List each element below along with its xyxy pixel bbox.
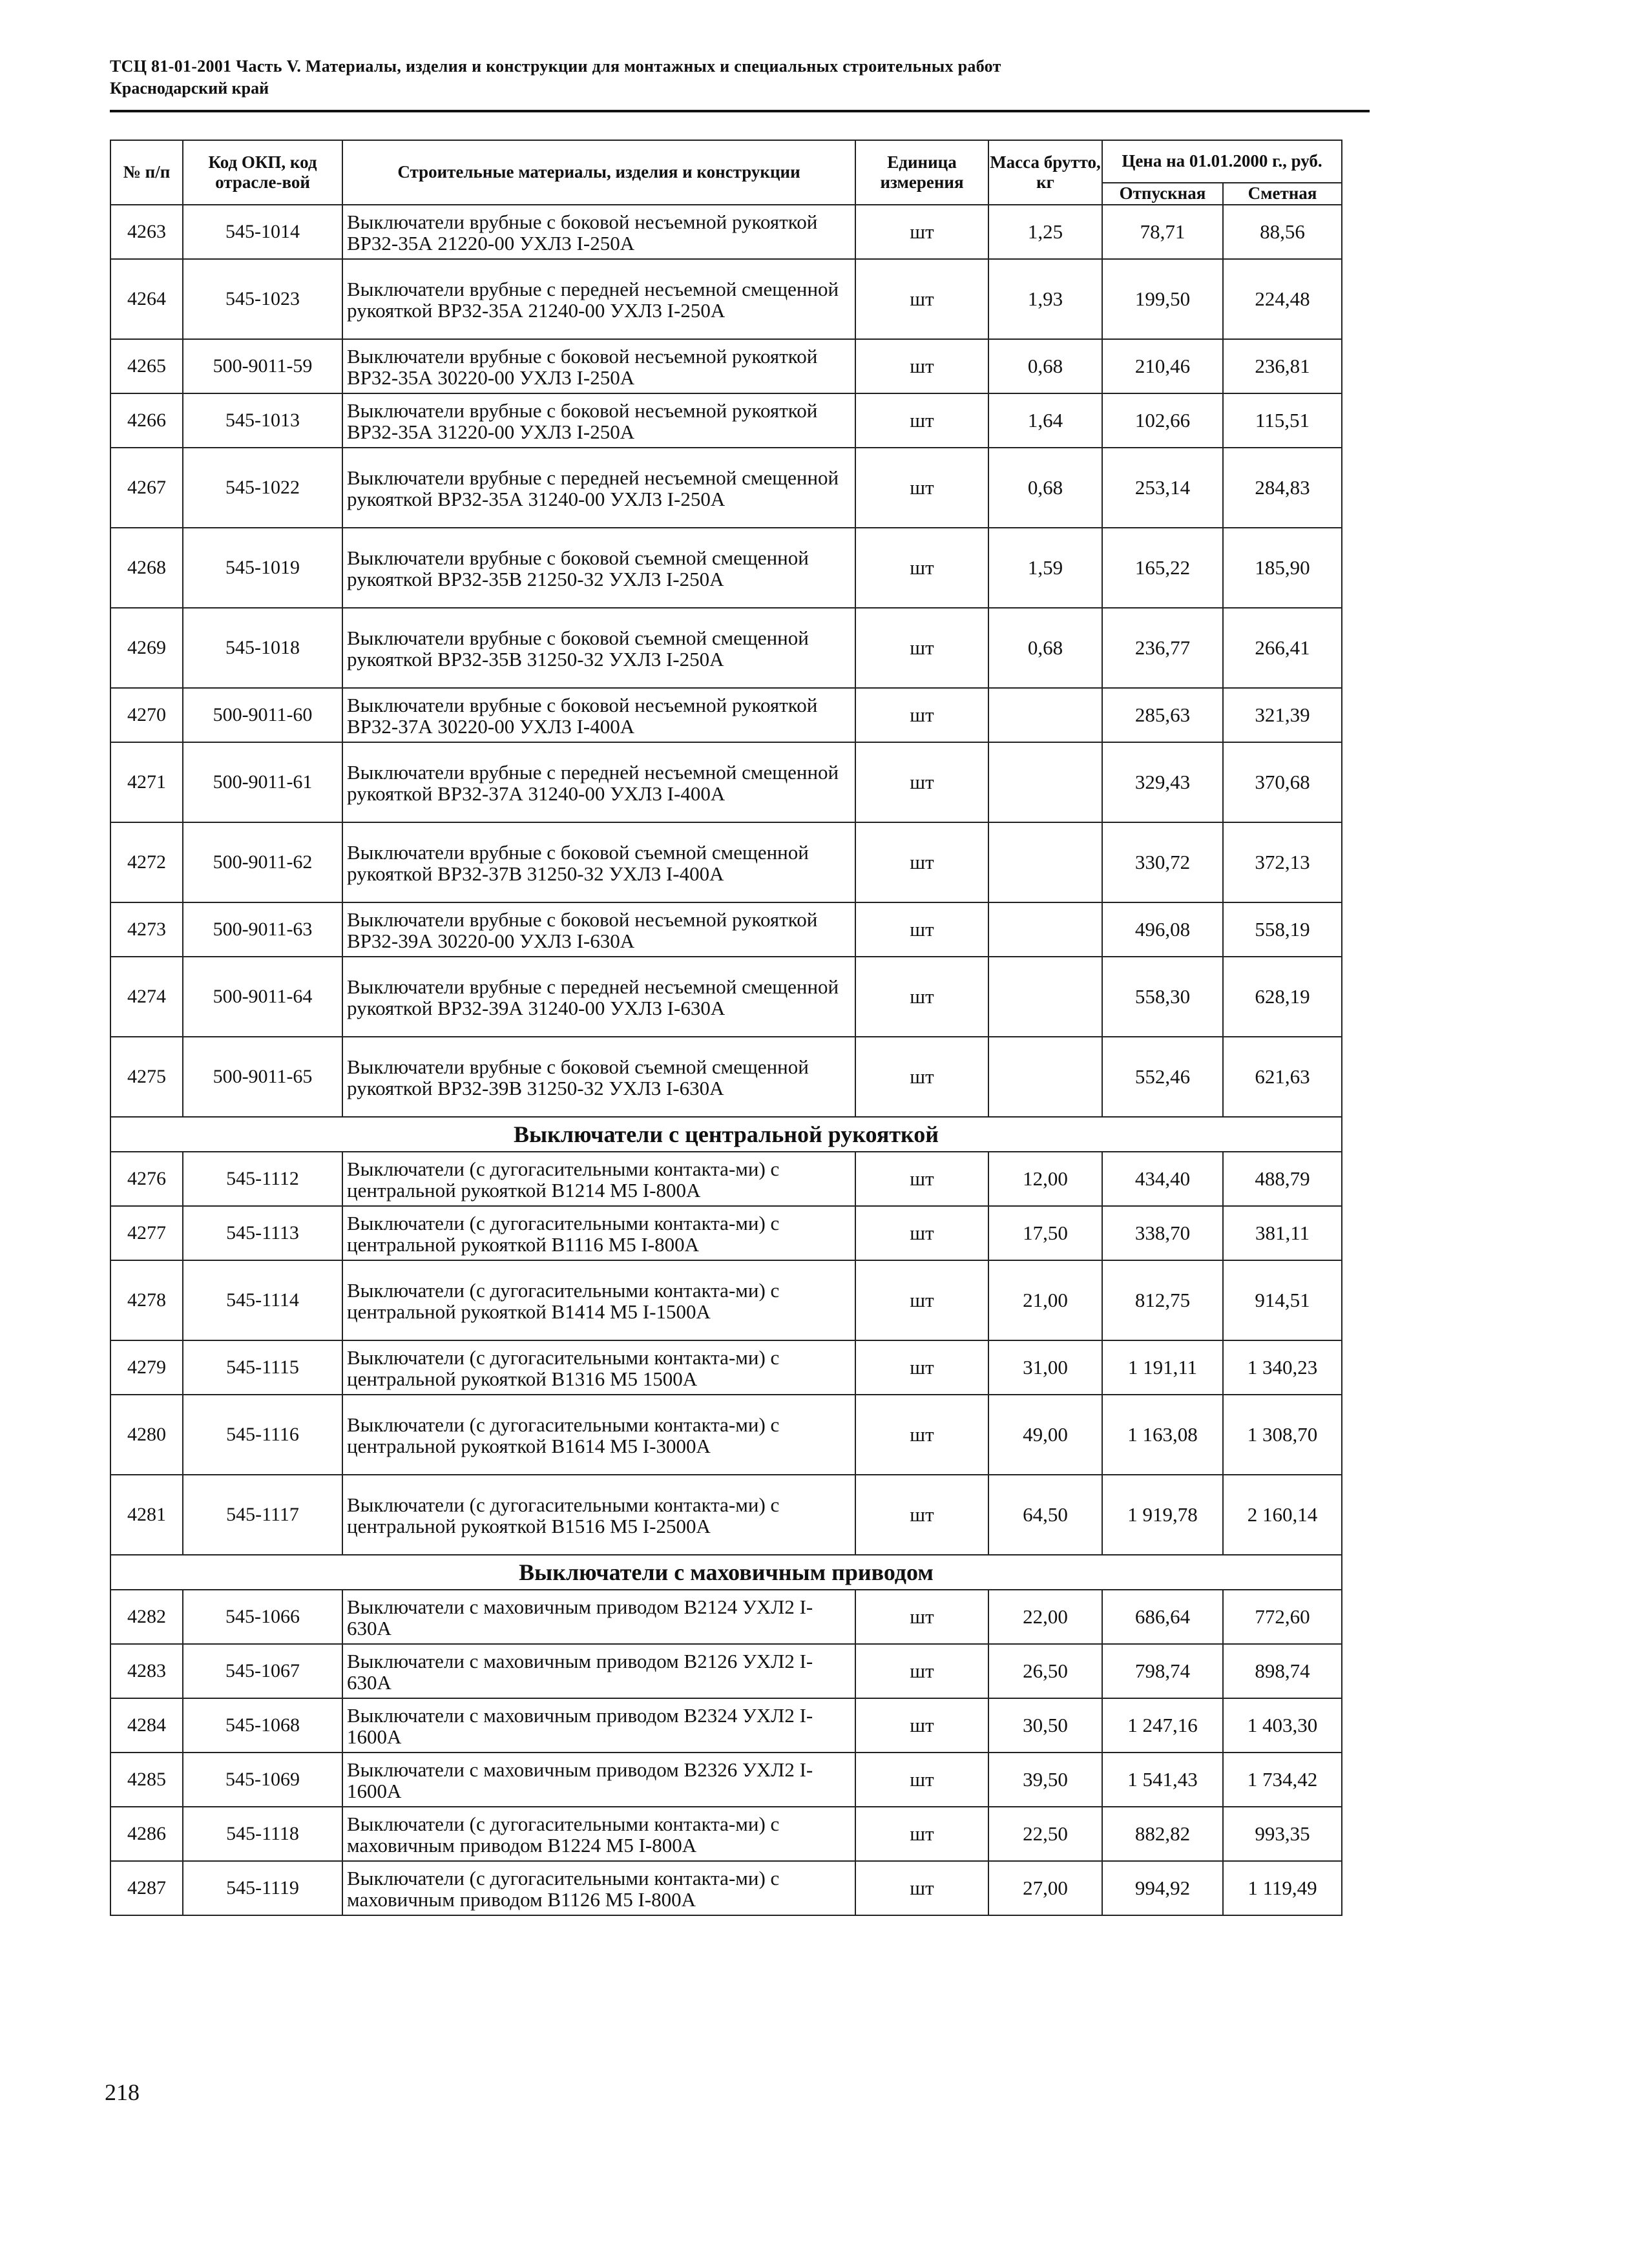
price-estimate: 628,19	[1223, 957, 1342, 1037]
row-number: 4278	[110, 1260, 183, 1340]
row-number: 4285	[110, 1753, 183, 1807]
table-row	[110, 1753, 1342, 1807]
unit: шт	[855, 957, 988, 1037]
price-release: 78,71	[1102, 205, 1223, 259]
price-estimate: 372,13	[1223, 822, 1342, 902]
gross-mass: 39,50	[988, 1753, 1102, 1807]
material-name: Выключатели врубные с передней несъемной смещенной рукояткой ВР32-35А 21240-00 УХЛ3 I-250А	[342, 259, 855, 339]
table-row	[110, 259, 1342, 339]
row-number: 4279	[110, 1340, 183, 1395]
row-number: 4276	[110, 1152, 183, 1206]
price-release: 253,14	[1102, 448, 1223, 528]
price-table	[110, 140, 1342, 1916]
price-estimate: 115,51	[1223, 393, 1342, 448]
price-release: 330,72	[1102, 822, 1223, 902]
table-row	[110, 1590, 1342, 1644]
price-release: 686,64	[1102, 1590, 1223, 1644]
unit: шт	[855, 528, 988, 608]
unit: шт	[855, 1152, 988, 1206]
table-row	[110, 339, 1342, 393]
price-release: 199,50	[1102, 259, 1223, 339]
table-row	[110, 688, 1342, 742]
price-release: 329,43	[1102, 742, 1223, 822]
price-estimate: 2 160,14	[1223, 1475, 1342, 1555]
okp-code: 545-1022	[183, 448, 342, 528]
okp-code: 545-1014	[183, 205, 342, 259]
unit: шт	[855, 1475, 988, 1555]
okp-code: 545-1117	[183, 1475, 342, 1555]
header-region: Краснодарский край	[110, 79, 269, 98]
unit: шт	[855, 1260, 988, 1340]
price-release: 338,70	[1102, 1206, 1223, 1260]
okp-code: 500-9011-63	[183, 902, 342, 957]
unit: шт	[855, 393, 988, 448]
col-header-price-release: Отпускная	[1102, 183, 1223, 205]
price-estimate: 1 308,70	[1223, 1395, 1342, 1475]
row-number: 4281	[110, 1475, 183, 1555]
col-header-num: № п/п	[110, 140, 183, 205]
gross-mass: 22,00	[988, 1590, 1102, 1644]
unit: шт	[855, 1807, 988, 1861]
table-row	[110, 1698, 1342, 1753]
gross-mass: 1,93	[988, 259, 1102, 339]
price-estimate: 772,60	[1223, 1590, 1342, 1644]
price-estimate: 1 340,23	[1223, 1340, 1342, 1395]
okp-code: 545-1068	[183, 1698, 342, 1753]
okp-code: 545-1115	[183, 1340, 342, 1395]
row-number: 4268	[110, 528, 183, 608]
price-estimate: 1 403,30	[1223, 1698, 1342, 1753]
okp-code: 545-1066	[183, 1590, 342, 1644]
col-header-name: Строительные материалы, изделия и конструкции	[342, 140, 855, 205]
okp-code: 500-9011-65	[183, 1037, 342, 1117]
okp-code: 545-1114	[183, 1260, 342, 1340]
price-estimate: 370,68	[1223, 742, 1342, 822]
price-release: 434,40	[1102, 1152, 1223, 1206]
okp-code: 500-9011-60	[183, 688, 342, 742]
okp-code: 545-1019	[183, 528, 342, 608]
gross-mass	[988, 902, 1102, 957]
page-number: 218	[105, 2079, 140, 2105]
table-row	[110, 822, 1342, 902]
row-number: 4287	[110, 1861, 183, 1915]
price-release: 496,08	[1102, 902, 1223, 957]
price-release: 552,46	[1102, 1037, 1223, 1117]
gross-mass	[988, 822, 1102, 902]
section-title-central-handle: Выключатели с центральной рукояткой	[110, 1117, 1342, 1152]
gross-mass: 0,68	[988, 608, 1102, 688]
table-row	[110, 393, 1342, 448]
gross-mass: 26,50	[988, 1644, 1102, 1698]
unit: шт	[855, 1861, 988, 1915]
row-number: 4271	[110, 742, 183, 822]
col-header-code: Код ОКП, код отрасле-вой	[183, 140, 342, 205]
row-number: 4269	[110, 608, 183, 688]
price-release: 285,63	[1102, 688, 1223, 742]
gross-mass	[988, 1037, 1102, 1117]
table-row	[110, 608, 1342, 688]
price-estimate: 488,79	[1223, 1152, 1342, 1206]
gross-mass: 1,59	[988, 528, 1102, 608]
row-number: 4280	[110, 1395, 183, 1475]
okp-code: 545-1118	[183, 1807, 342, 1861]
col-header-price: Цена на 01.01.2000 г., руб.	[1102, 140, 1342, 183]
material-name: Выключатели (с дугогасительными контакта-ми) с центральной рукояткой В1316 М5 1500А	[342, 1340, 855, 1395]
row-number: 4272	[110, 822, 183, 902]
row-number: 4273	[110, 902, 183, 957]
gross-mass: 0,68	[988, 448, 1102, 528]
price-release: 165,22	[1102, 528, 1223, 608]
header-rule	[110, 110, 1370, 112]
row-number: 4282	[110, 1590, 183, 1644]
price-estimate: 381,11	[1223, 1206, 1342, 1260]
material-name: Выключатели (с дугогасительными контакта-ми) с центральной рукояткой В1516 М5 I-2500А	[342, 1475, 855, 1555]
material-name: Выключатели врубные с боковой несъемной рукояткой ВР32-35А 21220-00 УХЛ3 I-250А	[342, 205, 855, 259]
material-name: Выключатели врубные с боковой съемной смещенной рукояткой ВР32-35В 21250-32 УХЛ3 I-250А	[342, 528, 855, 608]
row-number: 4270	[110, 688, 183, 742]
table-row	[110, 742, 1342, 822]
price-estimate: 1 734,42	[1223, 1753, 1342, 1807]
unit: шт	[855, 822, 988, 902]
row-number: 4284	[110, 1698, 183, 1753]
gross-mass: 30,50	[988, 1698, 1102, 1753]
price-estimate: 284,83	[1223, 448, 1342, 528]
row-number: 4263	[110, 205, 183, 259]
okp-code: 545-1112	[183, 1152, 342, 1206]
table-row	[110, 902, 1342, 957]
unit: шт	[855, 448, 988, 528]
table-row	[110, 1644, 1342, 1698]
row-number: 4266	[110, 393, 183, 448]
gross-mass	[988, 957, 1102, 1037]
unit: шт	[855, 259, 988, 339]
price-estimate: 558,19	[1223, 902, 1342, 957]
price-estimate: 621,63	[1223, 1037, 1342, 1117]
price-estimate: 1 119,49	[1223, 1861, 1342, 1915]
unit: шт	[855, 742, 988, 822]
unit: шт	[855, 339, 988, 393]
unit: шт	[855, 1753, 988, 1807]
section-title-handwheel-drive: Выключатели с маховичным приводом	[110, 1555, 1342, 1590]
okp-code: 545-1018	[183, 608, 342, 688]
gross-mass: 21,00	[988, 1260, 1102, 1340]
material-name: Выключатели с маховичным приводом В2126 УХЛ2 I-630А	[342, 1644, 855, 1698]
row-number: 4267	[110, 448, 183, 528]
material-name: Выключатели врубные с боковой несъемной рукояткой ВР32-37А 30220-00 УХЛ3 I-400А	[342, 688, 855, 742]
row-number: 4264	[110, 259, 183, 339]
okp-code: 500-9011-62	[183, 822, 342, 902]
unit: шт	[855, 1698, 988, 1753]
gross-mass	[988, 688, 1102, 742]
material-name: Выключатели (с дугогасительными контакта-ми) с маховичным приводом В1126 М5 I-800А	[342, 1861, 855, 1915]
unit: шт	[855, 1590, 988, 1644]
col-header-unit: Единица измерения	[855, 140, 988, 205]
row-number: 4274	[110, 957, 183, 1037]
material-name: Выключатели врубные с боковой несъемной рукояткой ВР32-39А 30220-00 УХЛ3 I-630А	[342, 902, 855, 957]
table-row	[110, 1475, 1342, 1555]
row-number: 4277	[110, 1206, 183, 1260]
material-name: Выключатели с маховичным приводом В2324 УХЛ2 I-1600А	[342, 1698, 855, 1753]
okp-code: 500-9011-64	[183, 957, 342, 1037]
material-name: Выключатели врубные с боковой съемной смещенной рукояткой ВР32-37В 31250-32 УХЛ3 I-400А	[342, 822, 855, 902]
price-release: 812,75	[1102, 1260, 1223, 1340]
material-name: Выключатели (с дугогасительными контакта-ми) с центральной рукояткой В1116 М5 I-800А	[342, 1206, 855, 1260]
price-release: 882,82	[1102, 1807, 1223, 1861]
material-name: Выключатели врубные с боковой несъемной рукояткой ВР32-35А 30220-00 УХЛ3 I-250А	[342, 339, 855, 393]
table-row	[110, 1807, 1342, 1861]
okp-code: 545-1113	[183, 1206, 342, 1260]
material-name: Выключатели (с дугогасительными контакта-ми) с маховичным приводом В1224 М5 I-800А	[342, 1807, 855, 1861]
price-release: 1 191,11	[1102, 1340, 1223, 1395]
material-name: Выключатели врубные с передней несъемной смещенной рукояткой ВР32-39А 31240-00 УХЛ3 I-630А	[342, 957, 855, 1037]
gross-mass: 64,50	[988, 1475, 1102, 1555]
price-release: 558,30	[1102, 957, 1223, 1037]
row-number: 4283	[110, 1644, 183, 1698]
material-name: Выключатели (с дугогасительными контакта-ми) с центральной рукояткой В1614 М5 I-3000А	[342, 1395, 855, 1475]
price-estimate: 993,35	[1223, 1807, 1342, 1861]
table-row	[110, 528, 1342, 608]
okp-code: 500-9011-59	[183, 339, 342, 393]
gross-mass: 31,00	[988, 1340, 1102, 1395]
table-row	[110, 1037, 1342, 1117]
unit: шт	[855, 1644, 988, 1698]
price-release: 1 247,16	[1102, 1698, 1223, 1753]
okp-code: 545-1067	[183, 1644, 342, 1698]
section-row	[110, 1117, 1342, 1152]
col-header-mass: Масса брутто, кг	[988, 140, 1102, 205]
gross-mass: 12,00	[988, 1152, 1102, 1206]
gross-mass: 27,00	[988, 1861, 1102, 1915]
section-row	[110, 1555, 1342, 1590]
unit: шт	[855, 688, 988, 742]
okp-code: 500-9011-61	[183, 742, 342, 822]
price-estimate: 224,48	[1223, 259, 1342, 339]
okp-code: 545-1013	[183, 393, 342, 448]
price-estimate: 236,81	[1223, 339, 1342, 393]
gross-mass: 22,50	[988, 1807, 1102, 1861]
table-row	[110, 1260, 1342, 1340]
okp-code: 545-1069	[183, 1753, 342, 1807]
price-release: 994,92	[1102, 1861, 1223, 1915]
price-estimate: 88,56	[1223, 205, 1342, 259]
material-name: Выключатели с маховичным приводом В2326 УХЛ2 I-1600А	[342, 1753, 855, 1807]
okp-code: 545-1116	[183, 1395, 342, 1475]
header-title: ТСЦ 81-01-2001 Часть V. Материалы, изделия и конструкции для монтажных и специальных строительных работ	[110, 57, 1001, 76]
price-release: 1 919,78	[1102, 1475, 1223, 1555]
unit: шт	[855, 205, 988, 259]
price-release: 210,46	[1102, 339, 1223, 393]
unit: шт	[855, 902, 988, 957]
row-number: 4275	[110, 1037, 183, 1117]
unit: шт	[855, 1340, 988, 1395]
material-name: Выключатели врубные с боковой несъемной рукояткой ВР32-35А 31220-00 УХЛ3 I-250А	[342, 393, 855, 448]
price-release: 1 163,08	[1102, 1395, 1223, 1475]
page-header	[110, 57, 1370, 98]
table-row	[110, 1152, 1342, 1206]
unit: шт	[855, 1395, 988, 1475]
table-row	[110, 957, 1342, 1037]
gross-mass: 1,25	[988, 205, 1102, 259]
price-release: 236,77	[1102, 608, 1223, 688]
material-name: Выключатели (с дугогасительными контакта-ми) с центральной рукояткой В1214 М5 I-800А	[342, 1152, 855, 1206]
price-release: 102,66	[1102, 393, 1223, 448]
row-number: 4286	[110, 1807, 183, 1861]
table-row	[110, 1340, 1342, 1395]
gross-mass	[988, 742, 1102, 822]
row-number: 4265	[110, 339, 183, 393]
gross-mass: 49,00	[988, 1395, 1102, 1475]
gross-mass: 1,64	[988, 393, 1102, 448]
table-row	[110, 205, 1342, 259]
table-row	[110, 1206, 1342, 1260]
price-estimate: 266,41	[1223, 608, 1342, 688]
price-estimate: 185,90	[1223, 528, 1342, 608]
okp-code: 545-1023	[183, 259, 342, 339]
gross-mass: 17,50	[988, 1206, 1102, 1260]
price-release: 1 541,43	[1102, 1753, 1223, 1807]
material-name: Выключатели врубные с передней несъемной смещенной рукояткой ВР32-35А 31240-00 УХЛ3 I-250А	[342, 448, 855, 528]
col-header-price-estimate: Сметная	[1223, 183, 1342, 205]
material-name: Выключатели врубные с передней несъемной смещенной рукояткой ВР32-37А 31240-00 УХЛ3 I-400А	[342, 742, 855, 822]
unit: шт	[855, 608, 988, 688]
material-name: Выключатели врубные с боковой съемной смещенной рукояткой ВР32-39В 31250-32 УХЛ3 I-630А	[342, 1037, 855, 1117]
material-name: Выключатели (с дугогасительными контакта-ми) с центральной рукояткой В1414 М5 I-1500А	[342, 1260, 855, 1340]
unit: шт	[855, 1037, 988, 1117]
price-estimate: 898,74	[1223, 1644, 1342, 1698]
material-name: Выключатели врубные с боковой съемной смещенной рукояткой ВР32-35В 31250-32 УХЛ3 I-250А	[342, 608, 855, 688]
table-row	[110, 1861, 1342, 1915]
table-row	[110, 448, 1342, 528]
gross-mass: 0,68	[988, 339, 1102, 393]
unit: шт	[855, 1206, 988, 1260]
table-row	[110, 1395, 1342, 1475]
okp-code: 545-1119	[183, 1861, 342, 1915]
price-estimate: 321,39	[1223, 688, 1342, 742]
material-name: Выключатели с маховичным приводом В2124 УХЛ2 I-630А	[342, 1590, 855, 1644]
price-release: 798,74	[1102, 1644, 1223, 1698]
price-estimate: 914,51	[1223, 1260, 1342, 1340]
